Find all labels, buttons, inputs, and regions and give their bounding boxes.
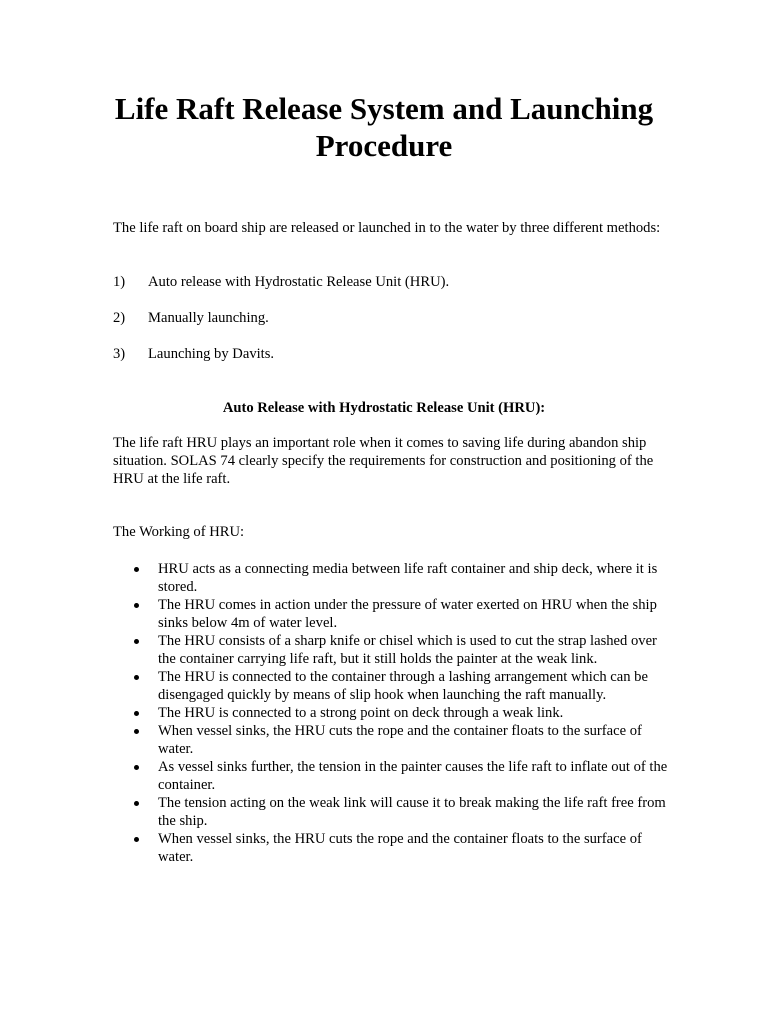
list-item-text: The HRU consists of a sharp knife or chisel which is used to cut the strap lashed over the container carrying life raft, but it still holds the painter at the weak link.	[158, 633, 657, 667]
list-item-text: The HRU comes in action under the pressure of water exerted on HRU when the ship sinks below 4m of water level.	[158, 597, 657, 631]
method-item	[113, 273, 673, 291]
list-item	[113, 596, 673, 632]
list-item	[113, 632, 673, 668]
section-paragraph: The life raft HRU plays an important role when it comes to saving life during abandon ship situation. SOLAS 74 clearly specify the requirements for construction and positioning of the HRU at the life raft.	[113, 435, 654, 487]
list-item-text: When vessel sinks, the HRU cuts the rope and the container floats to the surface of water.	[158, 831, 642, 865]
list-item	[113, 668, 673, 704]
method-text: Launching by Davits.	[148, 346, 275, 362]
list-item	[113, 830, 673, 866]
method-item	[113, 345, 673, 363]
method-text: Auto release with Hydrostatic Release Unit (HRU).	[148, 274, 450, 290]
working-points-list	[113, 560, 673, 866]
list-item	[113, 794, 673, 830]
bullet-icon	[134, 837, 139, 842]
working-heading: The Working of HRU:	[113, 524, 245, 540]
bullet-icon	[134, 639, 139, 644]
list-item-text: The tension acting on the weak link will cause it to break making the life raft free from the ship.	[158, 795, 666, 829]
bullet-icon	[134, 711, 139, 716]
list-item-text: HRU acts as a connecting media between life raft container and ship deck, where it is stored.	[158, 561, 658, 595]
page-title: Life Raft Release System and Launching Procedure	[114, 91, 654, 163]
bullet-icon	[134, 603, 139, 608]
method-number: 3)	[113, 346, 126, 362]
bullet-icon	[134, 801, 139, 806]
bullet-icon	[134, 765, 139, 770]
method-text: Manually launching.	[148, 310, 269, 326]
section-heading: Auto Release with Hydrostatic Release Unit (HRU):	[222, 400, 546, 416]
list-item-text: As vessel sinks further, the tension in the painter causes the life raft to inflate out of the container.	[158, 759, 668, 793]
list-item	[113, 560, 673, 596]
list-item-text: The HRU is connected to a strong point on deck through a weak link.	[158, 705, 564, 721]
list-item-text: When vessel sinks, the HRU cuts the rope and the container floats to the surface of water.	[158, 723, 642, 757]
bullet-icon	[134, 729, 139, 734]
list-item	[113, 758, 673, 794]
list-item	[113, 704, 673, 722]
bullet-icon	[134, 675, 139, 680]
list-item-text: The HRU is connected to the container through a lashing arrangement which can be disengaged quickly by means of slip hook when launching the raft manually.	[158, 669, 648, 703]
intro-paragraph: The life raft on board ship are released or launched in to the water by three different methods:	[113, 220, 661, 236]
method-item	[113, 309, 673, 327]
list-item	[113, 722, 673, 758]
method-number: 2)	[113, 310, 126, 326]
bullet-icon	[134, 567, 139, 572]
method-number: 1)	[113, 274, 126, 290]
